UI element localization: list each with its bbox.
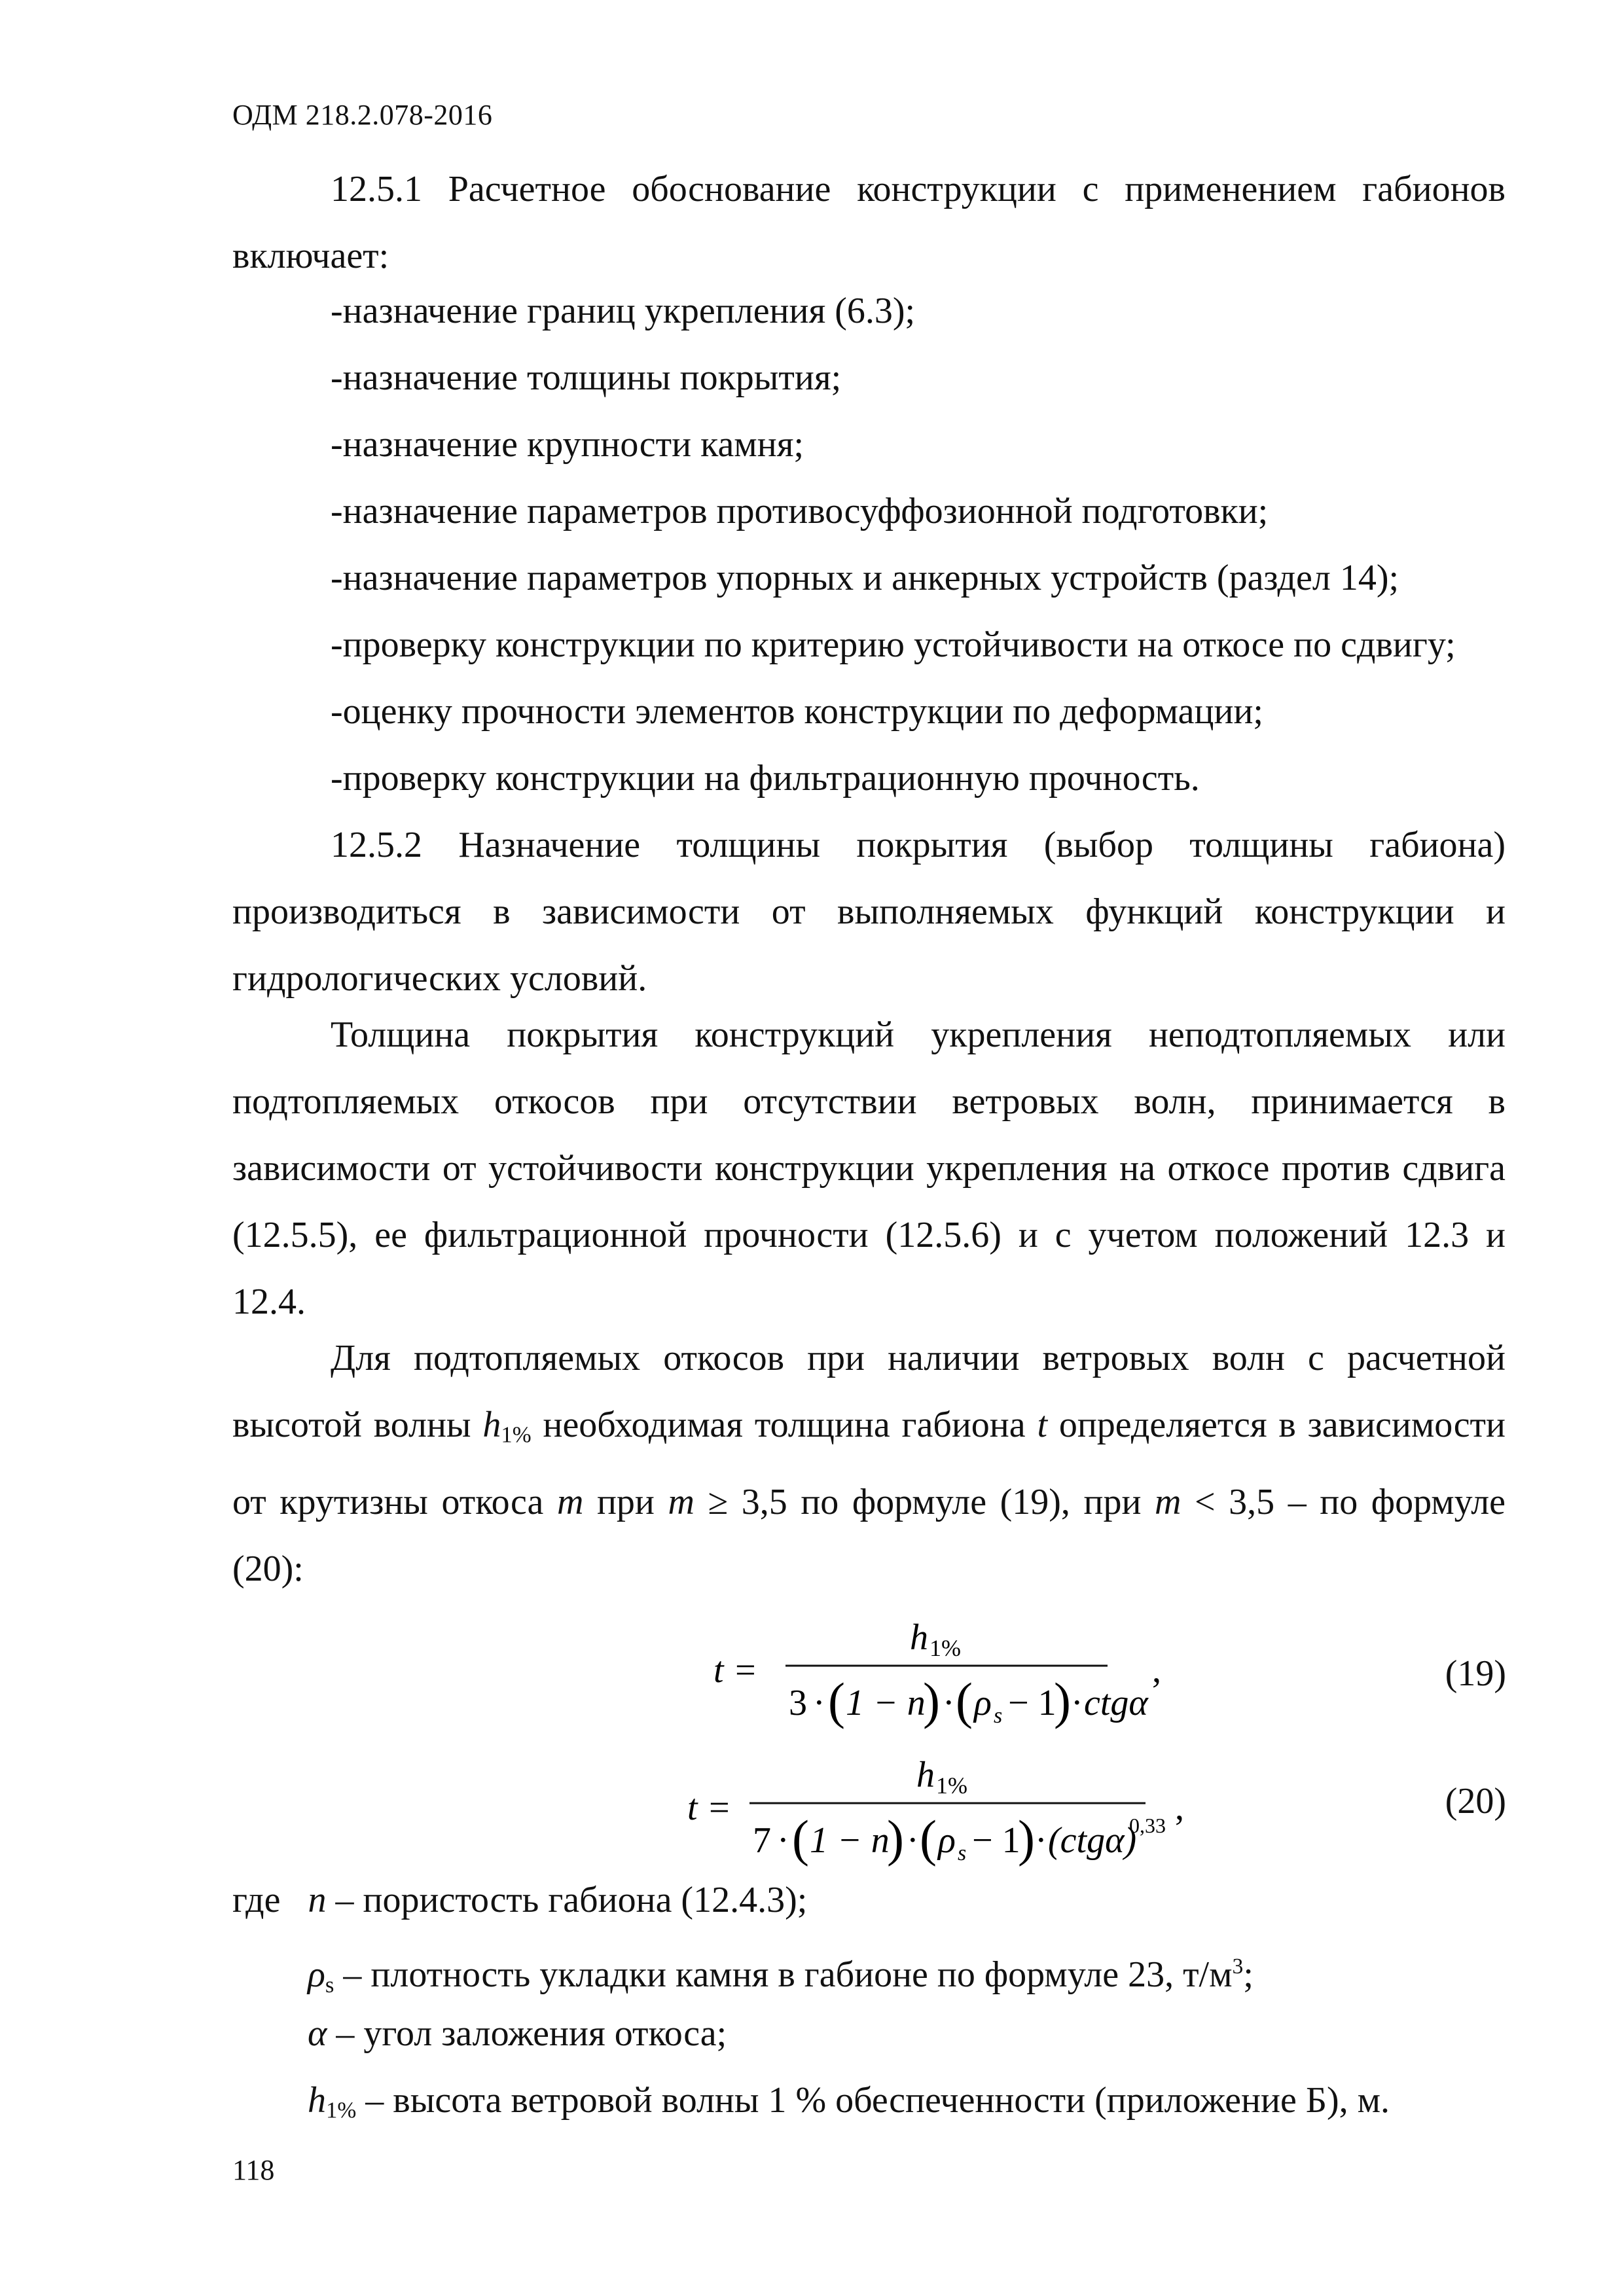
svg-text:): ) xyxy=(1018,1810,1035,1867)
svg-text:s: s xyxy=(994,1704,1003,1728)
svg-text:(: ( xyxy=(956,1672,973,1729)
svg-text:− 1: − 1 xyxy=(1008,1683,1056,1723)
legend-rho: $\rho_s$ – плотность укладки камня в габионе по формуле 23, $т/м^3$; xyxy=(308,1954,1254,1998)
section-12-5-1-line1: 12.5.1 Расчетное обоснование конструкции с применением габионов xyxy=(331,169,1506,209)
wave-paragraph: Для подтопляемых откосов при наличии ветровых волн с расчетной высотой волны $h_{1\%}$ необходимая толщина габиона t определяется в зависимости от крутизны откоса m при m ≥ 3,5 по формуле (19), при m < 3,5 – по формуле (20): xyxy=(232,1338,1506,1589)
svg-text:1 − n: 1 − n xyxy=(846,1683,926,1723)
svg-text:): ) xyxy=(923,1672,940,1729)
svg-text:·: · xyxy=(1035,1820,1047,1861)
svg-text:(: ( xyxy=(792,1810,809,1867)
thickness-paragraph: Толщина покрытия конструкций укрепления неподтопляемых или подтопляемых откосов при отсутствии ветровых волн, принимается в зависимости от устойчивости конструкции укрепления на откосе против сдвига (12.5.5), ее фильтрационной прочности (12.5.6) и с учетом положений 12.3 и 12.4. xyxy=(232,1014,1506,1322)
equation-number-19: (19) xyxy=(1445,1653,1506,1694)
list-item: -назначение параметров противосуффозионной подготовки; xyxy=(331,491,1269,531)
page-number: 118 xyxy=(232,2154,275,2186)
svg-text:,: , xyxy=(1152,1650,1161,1691)
svg-text:− 1: − 1 xyxy=(972,1820,1020,1861)
formula-20 xyxy=(674,1734,1198,1872)
list-item: -проверку конструкции по критерию устойчивости на откосе по сдвигу; xyxy=(331,624,1456,665)
legend-alpha: α – угол заложения откоса; xyxy=(308,2013,727,2054)
list-item: -проверку конструкции на фильтрационную прочность. xyxy=(331,758,1200,798)
document-code-header: ОДМ 218.2.078-2016 xyxy=(232,99,493,131)
list-item: -оценку прочности элементов конструкции по деформации; xyxy=(331,691,1263,732)
section-12-5-1-line2: включает: xyxy=(232,236,389,276)
equation-number-20: (20) xyxy=(1445,1781,1506,1821)
formula-numerator: h xyxy=(910,1617,928,1658)
svg-text:·: · xyxy=(777,1820,789,1861)
formula-numerator: h xyxy=(916,1755,935,1795)
svg-text:1 − n: 1 − n xyxy=(810,1820,890,1861)
legend-n: где n – пористость габиона (12.4.3); xyxy=(232,1880,808,1920)
svg-text:(: ( xyxy=(828,1672,845,1729)
t-symbol: t xyxy=(1037,1405,1048,1445)
m-symbol: m xyxy=(556,1481,584,1522)
svg-text:): ) xyxy=(1054,1672,1071,1729)
svg-text:3: 3 xyxy=(789,1683,807,1723)
formula-lhs: t = xyxy=(687,1787,732,1828)
svg-text:1%: 1% xyxy=(936,1772,967,1799)
h-symbol: h xyxy=(482,1405,501,1445)
svg-text:·: · xyxy=(813,1683,825,1723)
svg-text:·: · xyxy=(907,1820,919,1861)
legend-h: $h_{1\%}$ – высота ветровой волны 1 % обеспеченности (приложение Б), м. xyxy=(308,2080,1390,2123)
svg-text:·: · xyxy=(943,1683,955,1723)
section-12-5-2-paragraph: 12.5.2 Назначение толщины покрытия (выбор толщины габиона) производиться в зависимости от выполняемых функций конструкции и гидрологических условий. xyxy=(232,825,1506,999)
list-item: -назначение границ укрепления (6.3); xyxy=(331,291,916,331)
list-item: -назначение крупности камня; xyxy=(331,424,804,465)
svg-text:(: ( xyxy=(920,1810,937,1867)
list-item: -назначение параметров упорных и анкерных устройств (раздел 14); xyxy=(331,558,1399,598)
svg-text:,: , xyxy=(1175,1787,1184,1828)
svg-text:(ctgα): (ctgα) xyxy=(1048,1820,1137,1861)
svg-text:1%: 1% xyxy=(929,1635,961,1661)
svg-text:7: 7 xyxy=(753,1820,771,1861)
svg-text:ctgα: ctgα xyxy=(1084,1683,1148,1723)
svg-text:s: s xyxy=(958,1841,967,1865)
formula-lhs: t = xyxy=(713,1650,758,1691)
svg-text:·: · xyxy=(1071,1683,1083,1723)
svg-text:ρ: ρ xyxy=(974,1683,992,1723)
svg-text:): ) xyxy=(887,1810,904,1867)
list-item: -назначение толщины покрытия; xyxy=(331,357,842,398)
formula-19 xyxy=(700,1597,1159,1734)
svg-text:0,33: 0,33 xyxy=(1129,1814,1166,1837)
svg-text:ρ: ρ xyxy=(938,1820,956,1861)
